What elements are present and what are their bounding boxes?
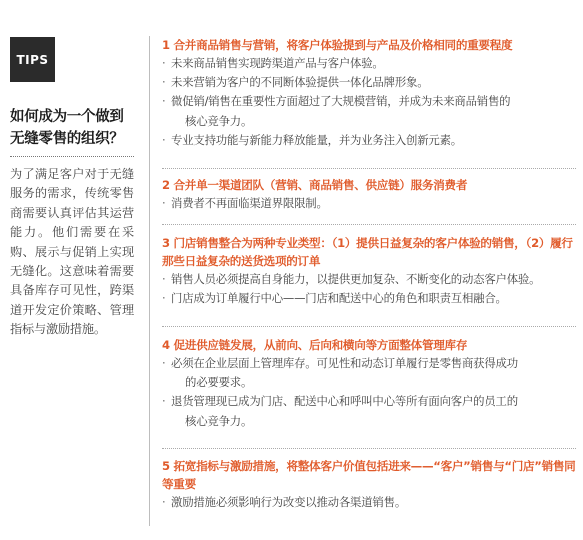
- section-5: [162, 457, 576, 512]
- tips-badge: TIPS: [10, 37, 55, 82]
- bullet-item: · 微促销/销售在重要性方面超过了大规模营销，并成为未来商品销售的 核心竞争力。: [162, 94, 511, 128]
- bullet-dot: ·: [162, 356, 166, 370]
- section-4: [162, 336, 576, 431]
- sidebar-body: 为了满足客户对于无缝服务的需求，传统零售商需要认真评估其运营能力。他们需要在采购、展示与促销上实现无缝化。这意味着需要具备库存可见性，跨渠道开发定价策略、管理指标与激励措施。: [10, 167, 134, 337]
- bullet-item: · 消费者不再面临渠道界限限制。: [162, 194, 576, 213]
- bullet-dot: ·: [162, 132, 166, 147]
- section-divider: [162, 168, 576, 169]
- bullet-dot: ·: [162, 94, 166, 109]
- bullet-item: · 未来商品销售实现跨渠道产品与客户体验。: [162, 54, 576, 73]
- section-title: 3 门店销售整合为两种专业类型：（1）提供日益复杂的客户体验的销售，（2）履行那些日益复杂的送货选项的订单: [162, 236, 573, 268]
- section-title: 5 拓宽指标与激励措施，将整体客户价值包括进来——“客户”销售与“门店”销售同等重要: [162, 459, 576, 491]
- bullet-dot: ·: [162, 394, 166, 409]
- vertical-separator: [149, 36, 150, 526]
- section-title: 1 合并商品销售与营销，将客户体验提到与产品及价格相同的重要程度: [162, 38, 513, 52]
- bullet-dot: ·: [162, 56, 166, 70]
- bullet-dot: ·: [162, 196, 166, 210]
- bullet-dot: ·: [162, 495, 166, 509]
- section-3: [162, 234, 576, 308]
- section-title: 4 促进供应链发展，从前向、后向和横向等方面整体管理库存: [162, 338, 468, 352]
- bullet-item: · 激励措施必须影响行为改变以推动各渠道销售。: [162, 493, 576, 512]
- bullet-dot: ·: [162, 75, 166, 90]
- section-1: [162, 36, 576, 150]
- bullet-item: · 必须在企业层面上管理库存。可见性和动态订单履行是零售商获得成功 的必要要求。: [162, 356, 518, 390]
- bullet-dot: ·: [162, 291, 166, 306]
- bullet-item: · 专业支持功能与新能力释放能量，并为业务注入创新元素。: [162, 131, 576, 150]
- bullet-dot: ·: [162, 272, 166, 286]
- section-divider: [162, 326, 576, 327]
- section-2: [162, 176, 576, 213]
- sidebar-question: 如何成为一个做到无缝零售的组织？: [10, 109, 124, 147]
- sidebar-divider: [10, 156, 134, 157]
- section-divider: [162, 448, 576, 449]
- bullet-item: · 销售人员必须提高自身能力，以提供更加复杂、不断变化的动态客户体验。: [162, 270, 576, 289]
- tips-sidebar: [10, 37, 134, 340]
- bullet-item: · 未来营销为客户的不同断体验提供一体化品牌形象。: [162, 73, 576, 92]
- bullet-item: · 门店成为订单履行中心——门店和配送中心的角色和职责互相融合。: [162, 289, 576, 308]
- bullet-item: · 退货管理现已成为门店、配送中心和呼叫中心等所有面向客户的员工的 核心竞争力。: [162, 394, 518, 428]
- section-divider: [162, 224, 576, 225]
- section-title: 2 合并单一渠道团队（营销、商品销售、供应链）服务消费者: [162, 178, 468, 192]
